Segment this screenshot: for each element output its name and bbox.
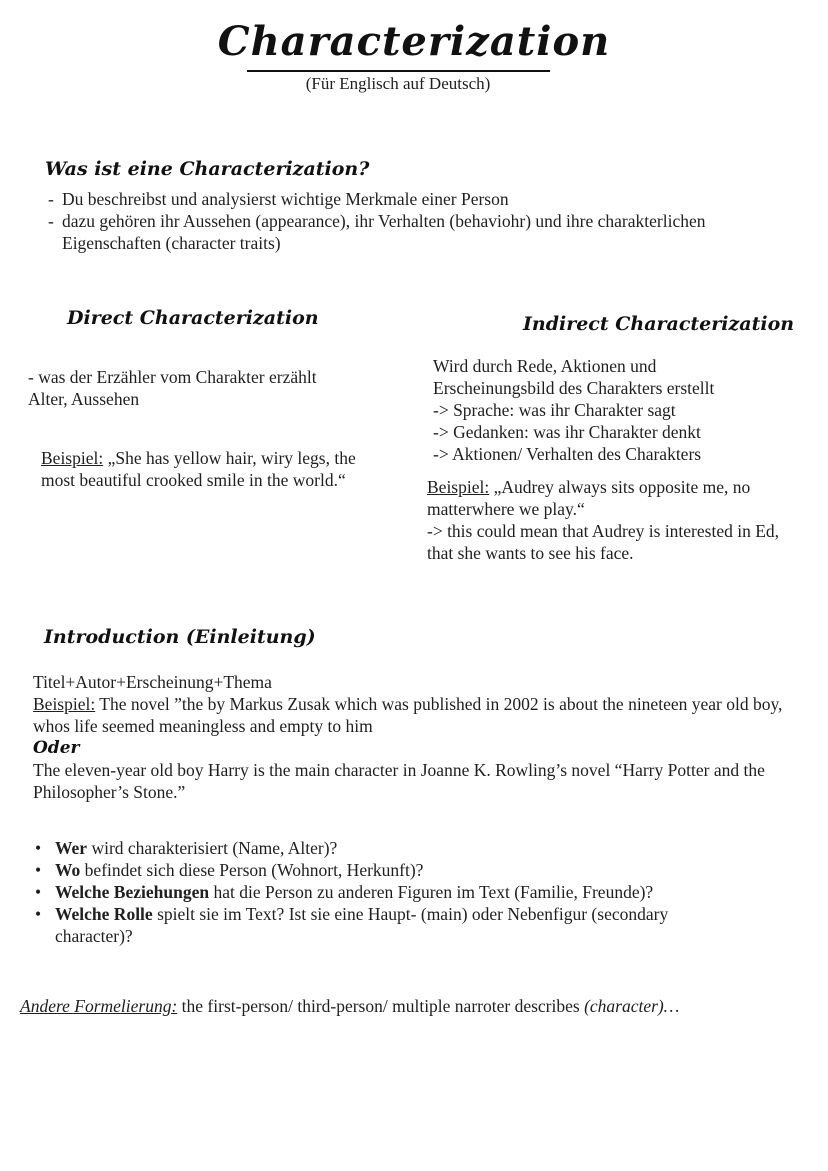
question-list [33, 837, 733, 947]
introduction-body [33, 671, 793, 803]
section-what-heading-text: Was ist eine Characterization? [45, 158, 370, 180]
direct-body [28, 366, 408, 410]
alternative-phrasing [20, 995, 820, 1017]
question-text: befindet sich diese Person (Wohnort, Herkunft)? [80, 860, 424, 880]
introduction-example-label: Beispiel: [33, 694, 96, 714]
title-underline [247, 70, 550, 72]
section-what-body [48, 188, 748, 254]
introduction-heading [44, 626, 316, 648]
alternative-text: the first-person/ third-person/ multiple narroter describes [177, 996, 585, 1016]
indirect-example-note: -> this could mean that Audrey is interested in Ed, that she wants to see his face. [427, 521, 780, 563]
question-keyword: Welche Beziehungen [55, 882, 210, 902]
direct-heading-text: Direct Characterization [67, 307, 319, 329]
indirect-example-label: Beispiel: [427, 477, 490, 497]
indirect-line: Wird durch Rede, Aktionen und [433, 356, 657, 376]
introduction-formula: Titel+Autor+Erscheinung+Thema [33, 672, 272, 692]
indirect-example [427, 476, 799, 564]
page-title-text: Characterization [217, 18, 611, 65]
list-item [33, 859, 733, 881]
list-item [33, 837, 733, 859]
question-text: hat die Person zu anderen Figuren im Text (Familie, Freunde)? [209, 882, 654, 902]
list-item: - Du beschreibst und analysierst wichtige Merkmale einer Person [48, 188, 748, 210]
question-keyword: Wer [55, 838, 88, 858]
indirect-heading [523, 313, 794, 335]
direct-example-text: „She has yellow hair, wiry legs, the most beautiful crooked smile in the world.“ [41, 448, 356, 490]
page-title [0, 18, 828, 65]
direct-example [41, 447, 391, 491]
indirect-heading-text: Indirect Characterization [523, 313, 795, 335]
question-keyword: Welche Rolle [55, 904, 153, 924]
section-what-heading [45, 158, 369, 180]
introduction-example-text: The novel ”the by Markus Zusak which was published in 2002 is about the nineteen year old boy, whos life seemed meaningless and empty to him [33, 694, 783, 736]
section-what-list [48, 188, 748, 254]
alternative-label: Andere Formelierung: [20, 996, 178, 1016]
question-keyword: Wo [55, 860, 81, 880]
list-item [33, 903, 733, 947]
list-item [33, 881, 733, 903]
indirect-line: Erscheinungsbild des Charakters erstellt [433, 378, 715, 398]
list-item: - dazu gehören ihr Aussehen (appearance), ihr Verhalten (behaviohr) und ihre charakterlichen Eigenschaften (character traits) [48, 210, 748, 254]
introduction-heading-text: Introduction (Einleitung) [44, 626, 316, 648]
question-text: wird charakterisiert (Name, Alter)? [87, 838, 338, 858]
alternative-tail: (character)… [584, 996, 680, 1016]
direct-example-label: Beispiel: [41, 448, 104, 468]
indirect-line: -> Aktionen/ Verhalten des Charakters [433, 444, 702, 464]
direct-line-2: Alter, Aussehen [28, 389, 140, 409]
question-text: spielt sie im Text? Ist sie eine Haupt- (main) oder Nebenfigur (secondary character)? [55, 904, 669, 946]
page-subtitle: (Für Englisch auf Deutsch) [305, 74, 491, 93]
direct-heading [67, 307, 319, 329]
indirect-line: -> Sprache: was ihr Charakter sagt [433, 400, 676, 420]
indirect-example-text: „Audrey always sits opposite me, no matterwhere we play.“ [427, 477, 751, 519]
indirect-body [433, 355, 813, 465]
introduction-oder: Oder [33, 738, 80, 758]
direct-line-1: - was der Erzähler vom Charakter erzählt [28, 367, 317, 387]
introduction-alt-text: The eleven-year old boy Harry is the main character in Joanne K. Rowling’s novel “Harry Potter and the Philosopher’s Stone.” [33, 760, 765, 802]
indirect-line: -> Gedanken: was ihr Charakter denkt [433, 422, 701, 442]
